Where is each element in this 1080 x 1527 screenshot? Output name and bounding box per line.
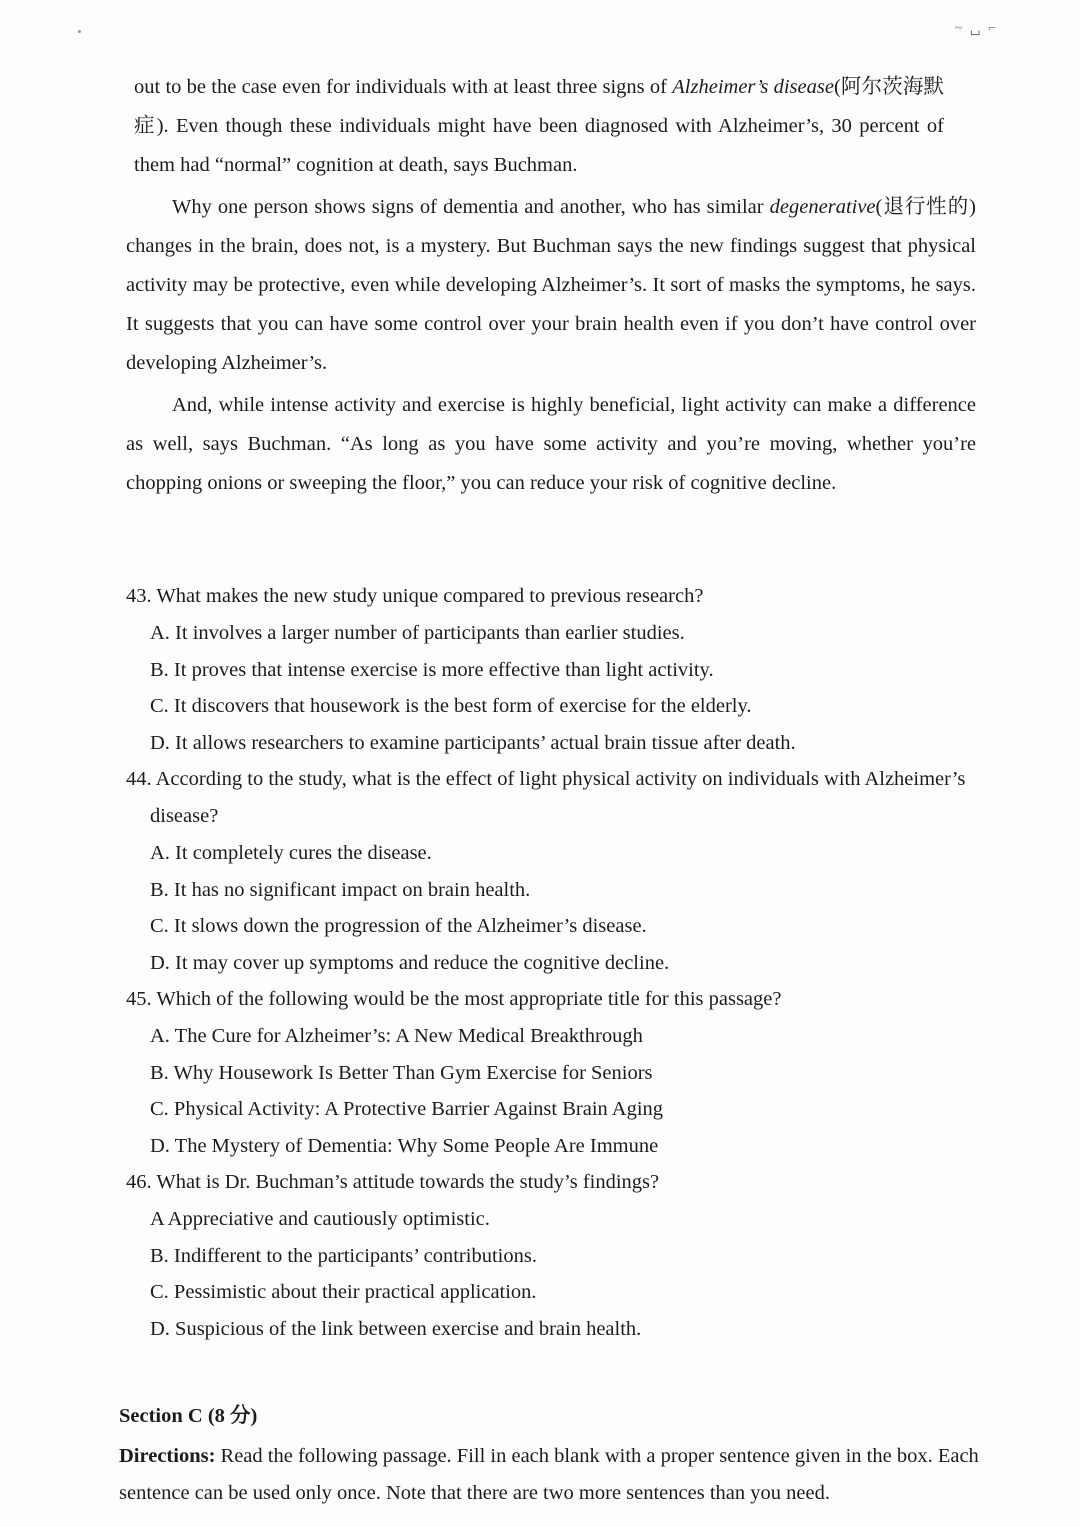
option-a: A Appreciative and cautiously optimistic. (150, 1208, 490, 1230)
passage-paragraph-1: out to be the case even for individuals with at least three signs of Alzheimer’s disease(阿尔茨海默症). Even though these individuals might have been diagnosed with Alzheimer’s, 30 percent of them had “normal” cognition at death, says Buchman. (134, 76, 944, 176)
section-c-directions (119, 1438, 999, 1512)
option-b: B. It proves that intense exercise is more effective than light activity. (150, 658, 714, 681)
option-c: C. Pessimistic about their practical application. (150, 1281, 537, 1303)
question-list (126, 578, 996, 1347)
option-c: C. Physical Activity: A Protective Barrier Against Brain Aging (150, 1098, 664, 1120)
passage-paragraph-3: And, while intense activity and exercise is highly beneficial, light activity can make a difference as well, says Buchman. “As long as you have some activity and you’re moving, whether you’re chopping onions or sweeping the floor,” you can reduce your risk of cognitive decline. (126, 394, 976, 494)
question-stem: 46. What is Dr. Buchman’s attitude towards the study’s findings? (126, 1171, 660, 1193)
option-b: B. It has no significant impact on brain health. (150, 878, 531, 901)
directions-label: Directions: (119, 1445, 216, 1467)
question-stem: 45. Which of the following would be the most appropriate title for this passage? (126, 988, 782, 1010)
question-43 (126, 578, 996, 761)
option-b: B. Why Housework Is Better Than Gym Exercise for Seniors (150, 1061, 653, 1084)
option-d: D. It may cover up symptoms and reduce the cognitive decline. (150, 951, 670, 974)
scan-dot-mark (78, 30, 81, 33)
question-stem: 43. What makes the new study unique compared to previous research? (126, 585, 704, 607)
question-45 (126, 981, 996, 1164)
question-46 (126, 1164, 996, 1347)
question-44 (126, 761, 996, 981)
question-stem: 44. According to the study, what is the effect of light physical activity on individuals with Alzheimer’s disease? (126, 768, 966, 827)
option-d: D. Suspicious of the link between exercise and brain health. (150, 1317, 642, 1340)
option-d: D. It allows researchers to examine participants’ actual brain tissue after death. (150, 731, 796, 754)
option-c: C. It slows down the progression of the Alzheimer’s disease. (150, 915, 647, 937)
option-a: A. It completely cures the disease. (150, 842, 432, 864)
option-d: D. The Mystery of Dementia: Why Some People Are Immune (150, 1134, 659, 1157)
term-degenerative: degenerative (769, 196, 876, 218)
corner-mark: ~ ␣ ⌐ (954, 21, 998, 36)
term-alzheimers-disease: Alzheimer’s disease (672, 76, 834, 98)
option-a: A. It involves a larger number of participants than earlier studies. (150, 622, 685, 644)
option-a: A. The Cure for Alzheimer’s: A New Medical Breakthrough (150, 1025, 643, 1047)
option-b: B. Indifferent to the participants’ contributions. (150, 1244, 537, 1267)
directions-text: Read the following passage. Fill in each blank with a proper sentence given in the box. Each sentence can be used only once. Note that there are two more sentences than you need. (119, 1445, 979, 1504)
section-c-heading: Section C (8 分) (119, 1405, 258, 1427)
passage-paragraph-2: Why one person shows signs of dementia and another, who has similar degenerative(退行性的) changes in the brain, does not, is a mystery. But Buchman says the new findings suggest that physical activity may be protective, even while developing Alzheimer’s. It sort of masks the symptoms, he says. It suggests that you can have some control over your brain health even if you don’t have control over developing Alzheimer’s. (126, 196, 976, 374)
option-c: C. It discovers that housework is the best form of exercise for the elderly. (150, 695, 752, 717)
